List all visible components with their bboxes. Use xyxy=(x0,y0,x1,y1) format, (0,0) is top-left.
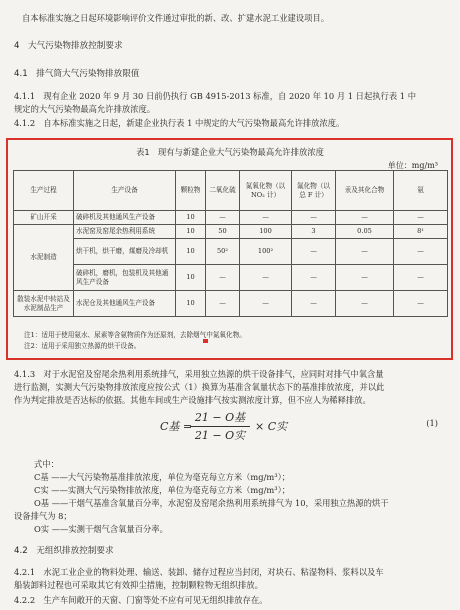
formula-fraction xyxy=(190,409,250,443)
section-4-title: 4 大气污染物排放控制要求 xyxy=(14,41,123,51)
definition-o-measured: O实 ——实测干烟气含氧量百分率。 xyxy=(34,524,168,534)
cell-hg: — xyxy=(336,239,394,265)
clause-4-1-3-line3: 作为判定排放是否达标的依据。其他车间或生产设施排气按实测浓度计算，但不应人为稀释排放。 xyxy=(14,395,371,405)
formula-denominator: 21 − O实 xyxy=(194,429,246,442)
clause-4-1-3-line1: 4.1.3 对于水泥窑及窑尾余热利用系统排气，采用独立热源的烘干设备排气，应同时对排气中氧含量 xyxy=(14,369,384,379)
clause-4-1-2-line: 4.1.2 自本标准实施之日起，新建企业执行表 1 中规定的大气污染物最高允许排放浓度。 xyxy=(14,118,345,128)
definition-o-base-line1: O基 ——干烟气基准含氧量百分率，水泥窑及窑尾余热利用系统排气为 10，采用独立热源的烘干 xyxy=(34,498,389,508)
cell-equipment: 破碎机及其他通风生产设备 xyxy=(74,211,176,225)
header-nh3: 氨 xyxy=(394,171,448,211)
clause-4-2-1-line1: 4.2.1 水泥工业企业的物料处理、输送、装卸、储存过程应当封闭，对块石、粘湿物料、浆料以及车 xyxy=(14,567,384,577)
cell-f: — xyxy=(292,211,336,225)
table-note-1: 注1：适用于使用氨水、尿素等含氨物质作为还原剂，去除烟气中氮氧化物。 xyxy=(24,331,246,339)
cell-equipment: 烘干机，烘干磨，煤磨及冷却机 xyxy=(74,239,176,265)
cell-pm: 10 xyxy=(176,265,206,291)
cell-nox: 100² xyxy=(240,239,292,265)
section-4-1-title: 4.1 排气筒大气污染物排放限值 xyxy=(14,69,140,79)
table-row xyxy=(14,265,448,291)
formula-number: (1) xyxy=(426,418,438,428)
cell-so2: — xyxy=(206,265,240,291)
cell-equipment: 水泥窑及窑尾余热利用系统 xyxy=(74,225,176,239)
cell-f: — xyxy=(292,239,336,265)
cell-process: 矿山开采 xyxy=(14,211,74,225)
definition-o-base-line2: 设备排气为 8； xyxy=(14,511,72,521)
intro-line: 自本标准实施之日起环境影响评价文件通过审批的新、改、扩建水泥工业建设项目。 xyxy=(22,13,329,23)
formula-1 xyxy=(160,405,450,445)
cell-nox: 100 xyxy=(240,225,292,239)
formula-lhs: C基 = xyxy=(160,420,193,433)
cell-nh3: — xyxy=(394,265,448,291)
header-pm: 颗粒物 xyxy=(176,171,206,211)
cell-f: — xyxy=(292,291,336,317)
cell-nox: — xyxy=(240,291,292,317)
clause-4-1-1-line1: 4.1.1 现有企业 2020 年 9 月 30 日前仍执行 GB 4915-2013 标准，自 2020 年 10 月 1 日起执行表 1 中 xyxy=(14,91,417,101)
where-label: 式中： xyxy=(34,459,59,469)
definition-c-measured: C实 ——实测大气污染物排放浓度，单位为毫克每立方米（mg/m³）； xyxy=(34,485,291,495)
table-header-row xyxy=(14,171,448,211)
table-row xyxy=(14,291,448,317)
header-f: 氟化物（以总 F 计） xyxy=(292,171,336,211)
cell-process: 散装水泥中转站及水泥制品生产 xyxy=(14,291,74,317)
cell-f: — xyxy=(292,265,336,291)
cell-nh3: — xyxy=(394,239,448,265)
emission-limit-table xyxy=(13,170,448,317)
header-nox: 氮氧化物（以 NO₂ 计） xyxy=(240,171,292,211)
table-row xyxy=(14,211,448,225)
cell-nh3: 8¹ xyxy=(394,225,448,239)
header-equipment: 生产设备 xyxy=(74,171,176,211)
clause-4-1-1-line2: 规定的大气污染物最高允许排放浓度。 xyxy=(14,104,156,114)
cell-pm: 10 xyxy=(176,211,206,225)
cell-hg: 0.05 xyxy=(336,225,394,239)
table-note-2: 注2：适用于采用独立热源的烘干设备。 xyxy=(24,342,141,350)
section-4-2-title: 4.2 无组织排放控制要求 xyxy=(14,546,114,556)
cell-nox: — xyxy=(240,211,292,225)
cell-hg: — xyxy=(336,265,394,291)
cell-nh3: — xyxy=(394,291,448,317)
clause-4-2-2-line: 4.2.2 生产车间敞开的天窗、门窗等处不应有可见无组织排放存在。 xyxy=(14,595,268,605)
table-unit: 单位：mg/m³ xyxy=(387,161,438,170)
cell-hg: — xyxy=(336,211,394,225)
cell-so2: — xyxy=(206,211,240,225)
cell-so2: — xyxy=(206,291,240,317)
clause-4-2-1-line2: 船装卸料过程也可采取其它有效抑尘措施，控制颗粒物无组织排放。 xyxy=(14,580,263,590)
cell-so2: 50 xyxy=(206,225,240,239)
clause-4-1-3-line2: 进行监测，实测大气污染物排放浓度应按公式（1）换算为基准含氧量状态下的基准排放浓度，并以此 xyxy=(14,382,385,392)
cell-pm: 10 xyxy=(176,291,206,317)
cell-equipment: 破碎机，磨机，包装机及其他通风生产设备 xyxy=(74,265,176,291)
table-title: 表1 现有与新建企业大气污染物最高允许排放浓度 xyxy=(136,147,324,157)
cell-process: 水泥制造 xyxy=(14,225,74,291)
header-hg: 汞及其化合物 xyxy=(336,171,394,211)
formula-numerator: 21 − O基 xyxy=(190,409,250,427)
red-mark xyxy=(203,339,208,343)
table-row xyxy=(14,239,448,265)
cell-pm: 10 xyxy=(176,225,206,239)
table-row xyxy=(14,225,448,239)
cell-f: 3 xyxy=(292,225,336,239)
cell-hg: — xyxy=(336,291,394,317)
header-process: 生产过程 xyxy=(14,171,74,211)
header-so2: 二氧化硫 xyxy=(206,171,240,211)
definition-c-base: C基 ——大气污染物基准排放浓度，单位为毫克每立方米（mg/m³）； xyxy=(34,472,291,482)
formula-tail: × C实 xyxy=(255,420,288,433)
cell-equipment: 水泥仓及其他通风生产设备 xyxy=(74,291,176,317)
cell-nox: — xyxy=(240,265,292,291)
cell-nh3: — xyxy=(394,211,448,225)
cell-so2: 50² xyxy=(206,239,240,265)
cell-pm: 10 xyxy=(176,239,206,265)
